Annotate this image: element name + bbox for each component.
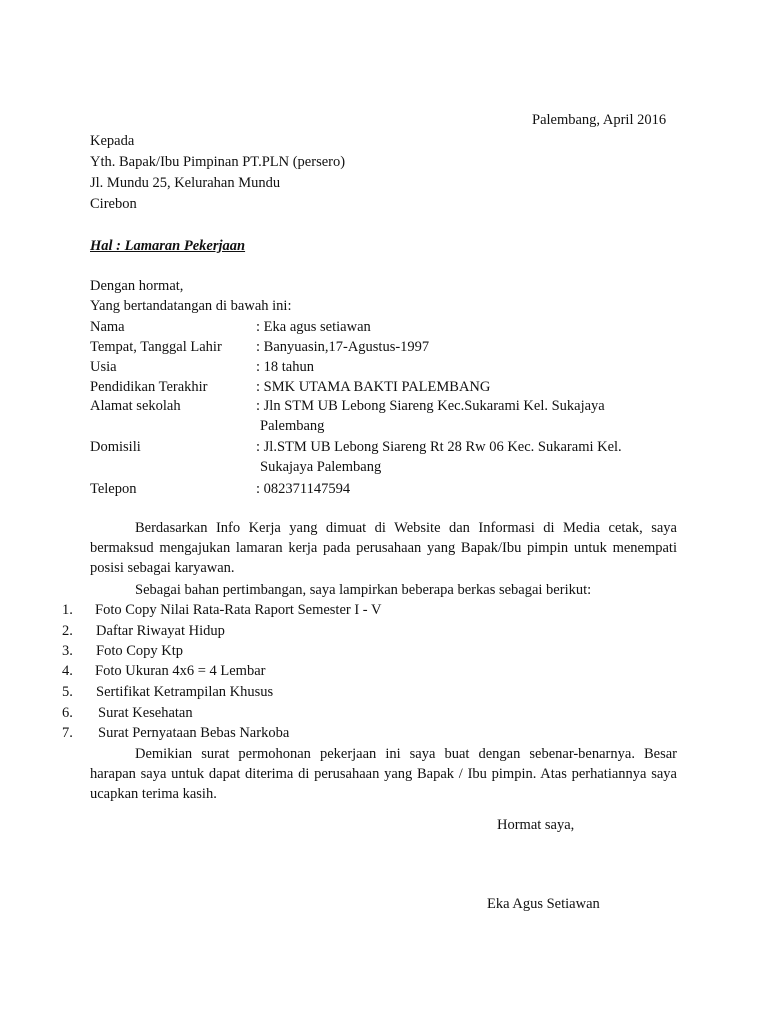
detail-label: Usia [90,359,117,375]
detail-value: : Jl.STM UB Lebong Siareng Rt 28 Rw 06 Kec. Sukarami Kel. [256,439,622,455]
detail-label: Tempat, Tanggal Lahir [90,339,222,355]
list-number: 7. [62,725,73,741]
subject-heading: Hal : Lamaran Pekerjaan [90,238,246,254]
closing-paragraph: Demikian surat permohonan pekerjaan ini saya buat dengan sebenar-benarnya. Besar harapan saya untuk dapat diterima di perusahaan yang Bapak / Ibu pimpin. Atas perhatiannya saya ucapkan terima kasih. [90,746,677,802]
sign-off: Hormat saya, [497,817,575,833]
greeting: Dengan hormat, [90,278,184,294]
list-item: Foto Copy Nilai Rata-Rata Raport Semester I - V [95,602,382,618]
list-number: 4. [62,663,73,679]
list-number: 6. [62,705,73,721]
list-number: 1. [62,602,73,618]
detail-value-continued: Palembang [260,418,325,434]
body-paragraph: Berdasarkan Info Kerja yang dimuat di Website dan Informasi di Media cetak, saya bermaksud mengajukan lamaran kerja pada perusahaan yang Bapak/Ibu pimpin untuk menempati posisi sebagai karyawan. [90,520,677,576]
list-item: Foto Ukuran 4x6 = 4 Lembar [95,663,266,679]
recipient-city: Cirebon [90,196,137,212]
detail-label: Pendidikan Terakhir [90,379,208,395]
detail-value: : Banyuasin,17-Agustus-1997 [256,339,430,355]
detail-value-continued: Sukajaya Palembang [260,459,382,475]
recipient-to: Kepada [90,133,135,149]
signatory-name: Eka Agus Setiawan [487,896,600,912]
attachments-intro: Sebagai bahan pertimbangan, saya lampirkan beberapa berkas sebagai berikut: [135,582,592,598]
list-item: Foto Copy Ktp [96,643,184,659]
detail-label: Domisili [90,439,141,455]
list-number: 2. [62,623,73,639]
detail-value: : Eka agus setiawan [256,319,371,335]
detail-value: : 082371147594 [256,481,351,497]
detail-value: : Jln STM UB Lebong Siareng Kec.Sukarami Kel. Sukajaya [256,398,605,414]
list-item: Daftar Riwayat Hidup [96,623,225,639]
list-item: Surat Pernyataan Bebas Narkoba [98,725,290,741]
recipient-address: Jl. Mundu 25, Kelurahan Mundu [90,175,281,191]
list-item: Surat Kesehatan [98,705,193,721]
list-number: 3. [62,643,73,659]
date-line: Palembang, April 2016 [532,112,667,128]
detail-value: : SMK UTAMA BAKTI PALEMBANG [256,379,491,395]
recipient-addressee: Yth. Bapak/Ibu Pimpinan PT.PLN (persero) [90,154,346,170]
list-item: Sertifikat Ketrampilan Khusus [96,684,274,700]
detail-label: Alamat sekolah [90,398,181,414]
list-number: 5. [62,684,73,700]
detail-label: Nama [90,319,125,335]
detail-value: : 18 tahun [256,359,314,375]
detail-label: Telepon [90,481,137,497]
intro-line: Yang bertandatangan di bawah ini: [90,298,292,314]
